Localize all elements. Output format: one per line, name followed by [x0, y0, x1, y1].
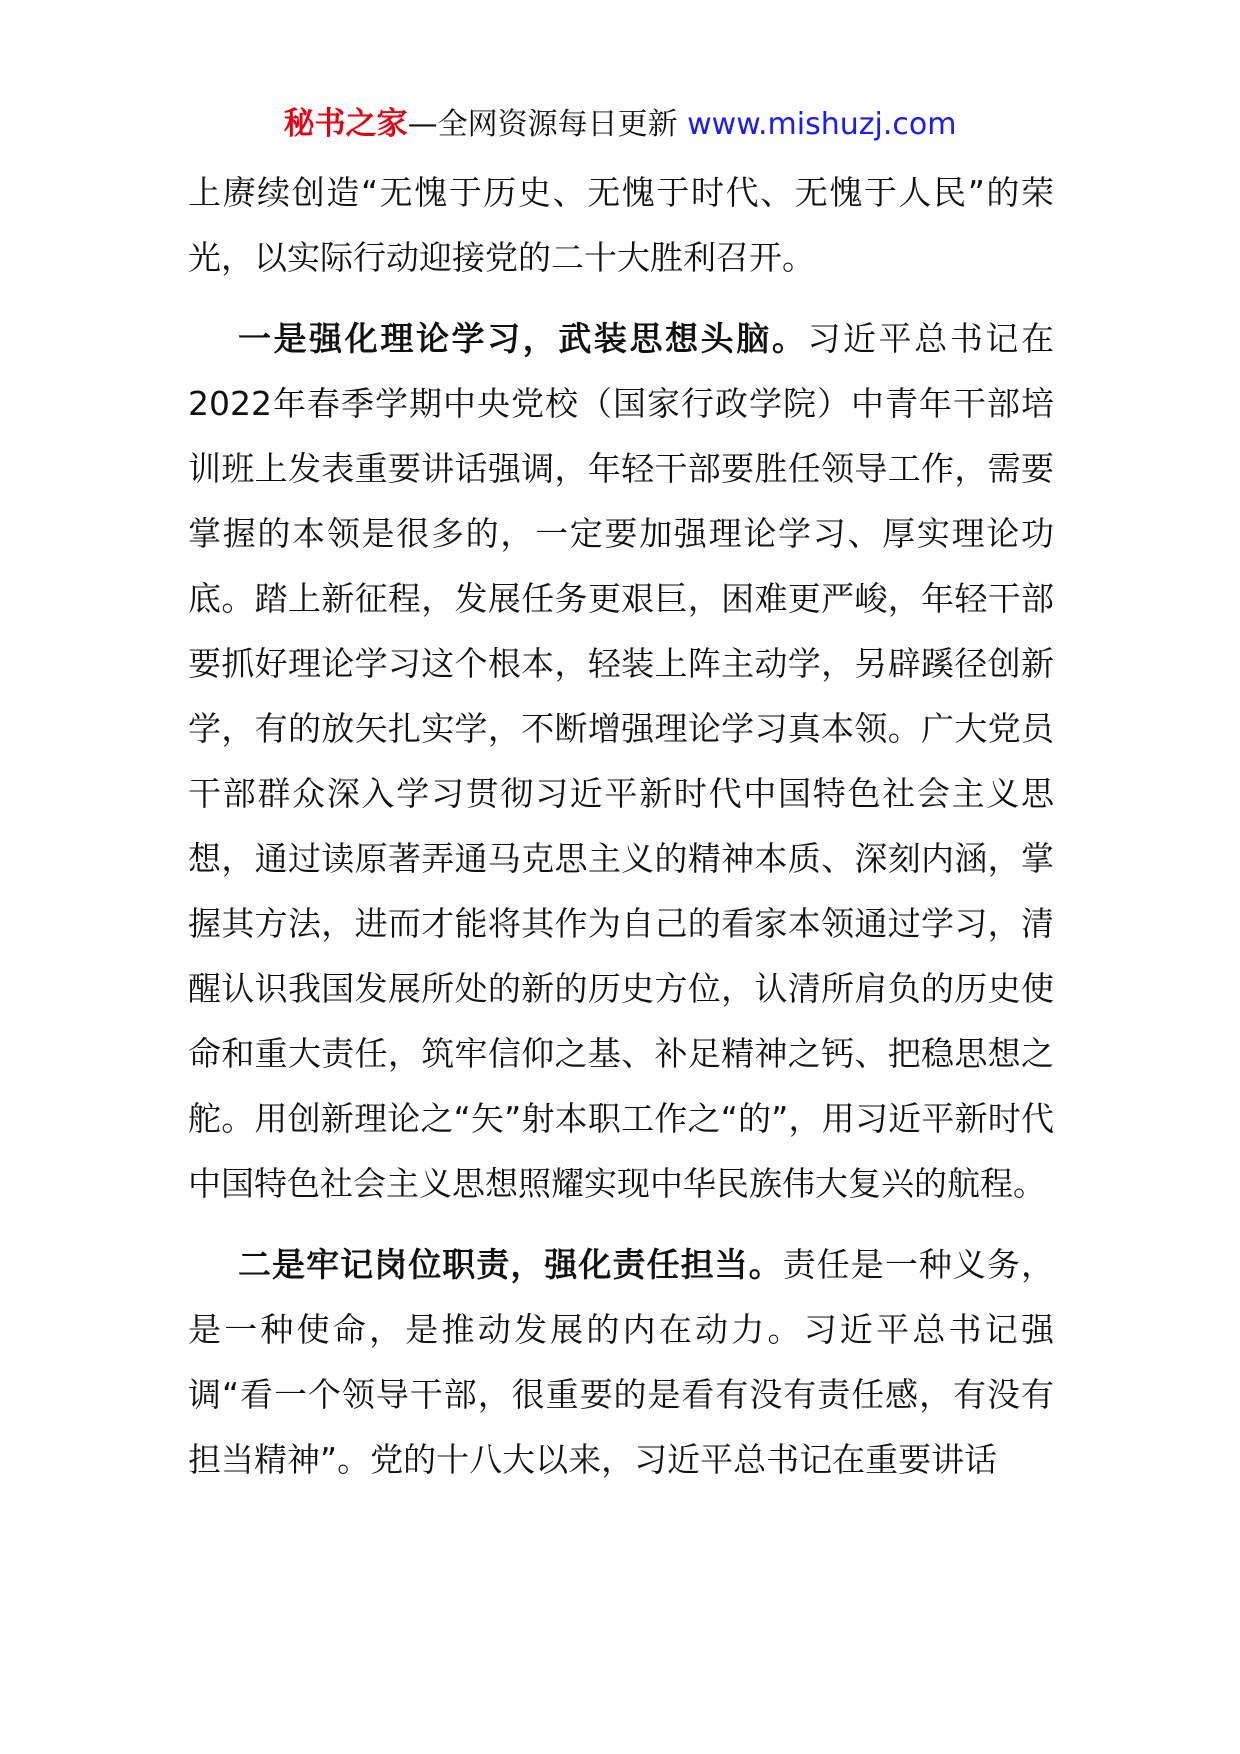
paragraph-text: 上赓续创造“无愧于历史、无愧于时代、无愧于人民”的荣光，以实际行动迎接党的二十大胜利召开。: [188, 173, 1054, 277]
header-tagline: —全网资源每日更新: [407, 107, 688, 142]
document-body: [188, 160, 1054, 1492]
paragraph-text: 责任是一种义务，是一种使命，是推动发展的内在动力。习近平总书记强调“看一个领导干部，很重要的是看有没有责任感，有没有担当精神”。党的十八大以来，习近平总书记在重要讲话: [188, 1245, 1055, 1479]
paragraph-heading: 二是牢记岗位职责，强化责任担当。: [238, 1245, 783, 1284]
paragraph-text: 习近平总书记在2022年春季学期中央党校（国家行政学院）中青年干部培训班上发表重要讲话强调，年轻干部要胜任领导工作，需要掌握的本领是很多的，一定要加强理论学习、厚实理论功底。踏上新征程，发展任务更艰巨，困难更严峻，年轻干部要抓好理论学习这个根本，轻装上阵主动学，另辟蹊径创新学，有的放矢扎实学，不断增强理论学习真本领。广大党员干部群众深入学习贯彻习近平新时代中国特色社会主义思想，通过读原著弄通马克思主义的精神本质、深刻内涵，掌握其方法，进而才能将其作为自己的看家本领通过学习，清醒认识我国发展所处的新的历史方位，认清所肩负的历史使命和重大责任，筑牢信仰之基、补足精神之钙、把稳思想之舵。用创新理论之“矢”射本职工作之“的”，用习近平新时代中国特色社会主义思想照耀实现中华民族伟大复兴的航程。: [188, 319, 1055, 1203]
paragraph-responsibility: [188, 1232, 1054, 1492]
header-brand: 秘书之家: [283, 106, 408, 142]
paragraph-heading: 一是强化理论学习，武装思想头脑。: [238, 319, 808, 358]
header-url-link[interactable]: www.mishuzj.com: [687, 107, 957, 142]
page-header: [0, 104, 1240, 145]
paragraph-continuation: [188, 160, 1054, 290]
paragraph-theory-study: [188, 306, 1054, 1216]
